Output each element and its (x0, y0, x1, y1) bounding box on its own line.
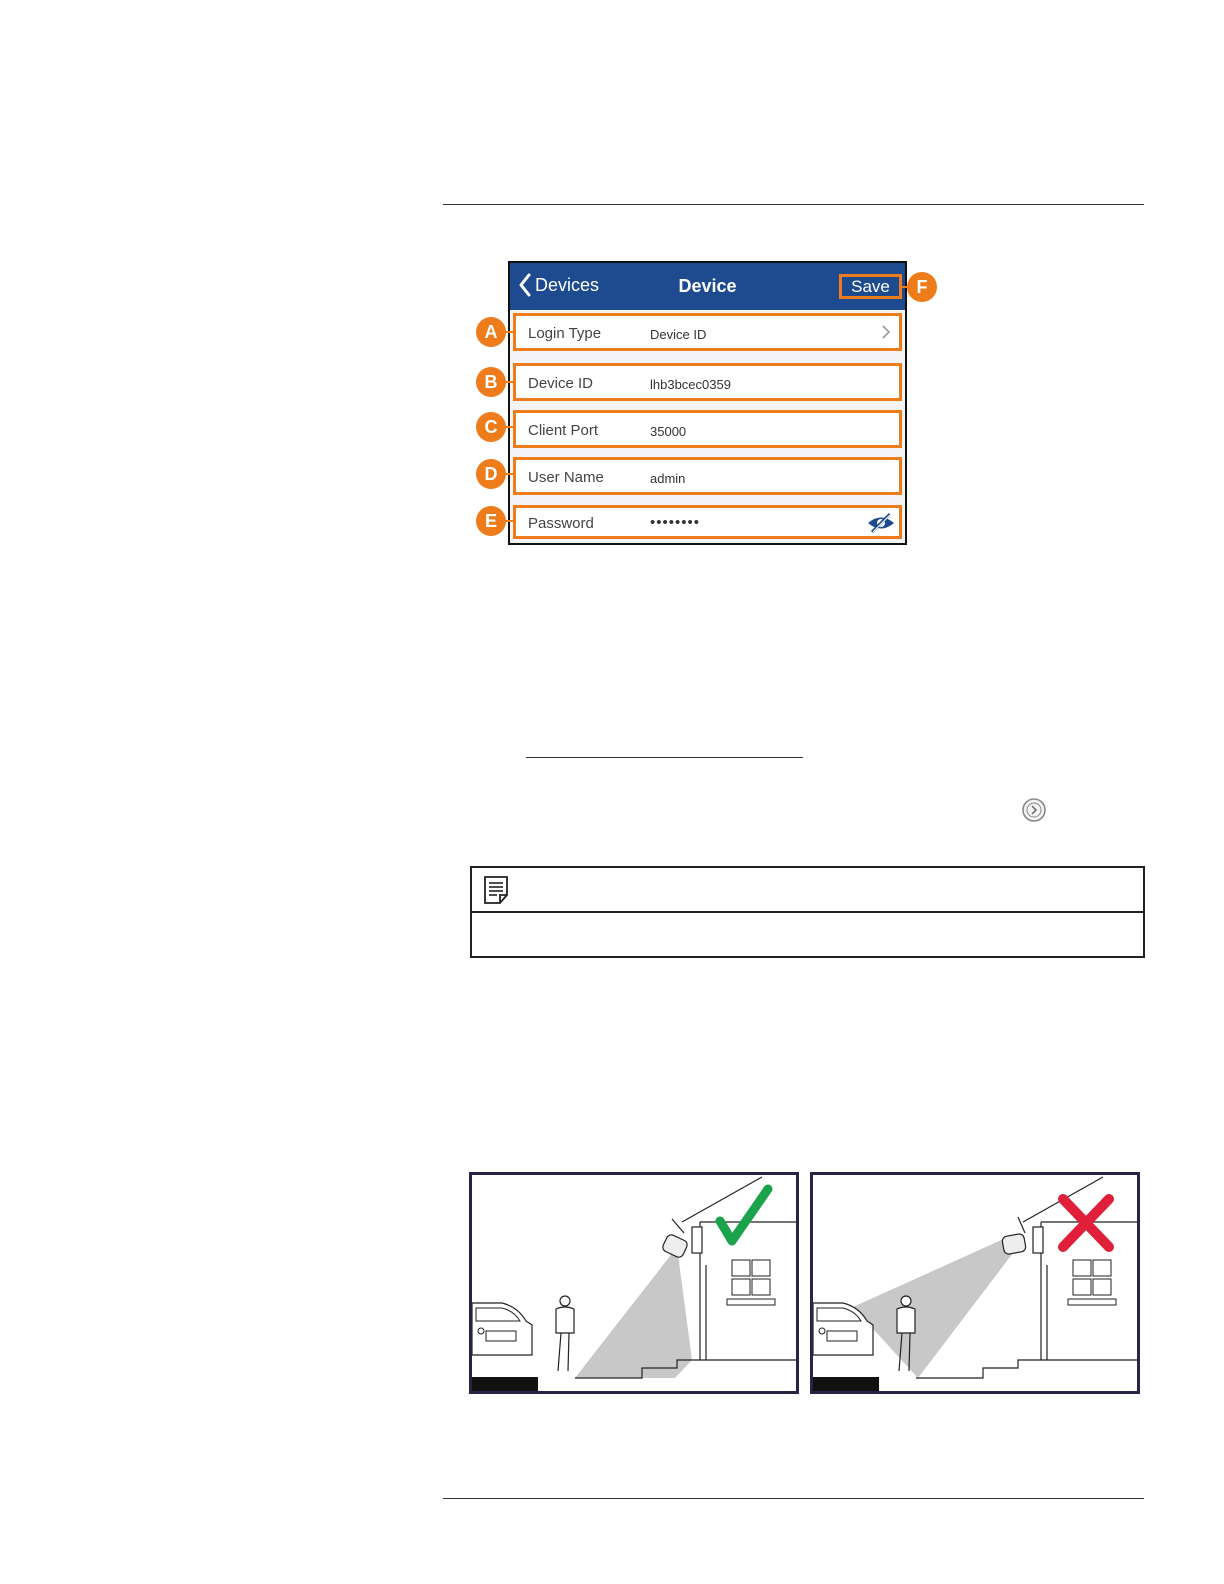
field-label: Password (528, 515, 594, 532)
field-label: Client Port (528, 422, 599, 439)
camera-placement-incorrect (810, 1172, 1140, 1394)
field-label: User Name (528, 469, 604, 486)
app-title: Device (678, 276, 737, 296)
field-value: 35000 (650, 424, 687, 439)
callout-e: E (476, 506, 506, 536)
callout-connector (505, 426, 513, 428)
header-rule (443, 204, 1144, 205)
callout-d: D (476, 459, 506, 489)
field-value: •••••••• (650, 514, 701, 531)
back-label: Devices (535, 274, 600, 295)
password-field[interactable] (513, 505, 902, 539)
callout-f: F (907, 272, 937, 302)
callout-a: A (476, 317, 506, 347)
chevron-right-icon (881, 324, 891, 340)
circle-arrow-icon (1020, 796, 1048, 824)
field-label: Device ID (528, 375, 594, 392)
note-icon (482, 875, 510, 905)
app-screenshot (508, 261, 907, 545)
field-value: admin (650, 471, 686, 486)
client-port-field[interactable] (513, 410, 902, 448)
callout-connector (505, 473, 513, 475)
save-button[interactable]: Save (839, 274, 902, 299)
app-header (510, 263, 905, 310)
note-divider (472, 911, 1143, 913)
camera-placement-correct (469, 1172, 799, 1394)
user-name-field[interactable] (513, 457, 902, 495)
eye-hidden-icon[interactable] (866, 512, 896, 534)
footer-rule (443, 1498, 1144, 1499)
field-value: lhb3bcec0359 (650, 377, 731, 392)
callout-connector (505, 520, 513, 522)
scene-illustration (813, 1175, 1137, 1391)
scene-illustration (472, 1175, 796, 1391)
note-box (470, 866, 1145, 958)
callout-b: B (476, 367, 506, 397)
callout-connector (505, 381, 513, 383)
callout-c: C (476, 412, 506, 442)
callout-connector (505, 331, 513, 333)
device-id-field[interactable] (513, 363, 902, 401)
field-value: Device ID (650, 327, 707, 342)
callout-connector (899, 286, 908, 288)
login-type-field[interactable] (513, 313, 902, 351)
field-label: Login Type (528, 325, 602, 342)
link-underline (526, 757, 803, 758)
